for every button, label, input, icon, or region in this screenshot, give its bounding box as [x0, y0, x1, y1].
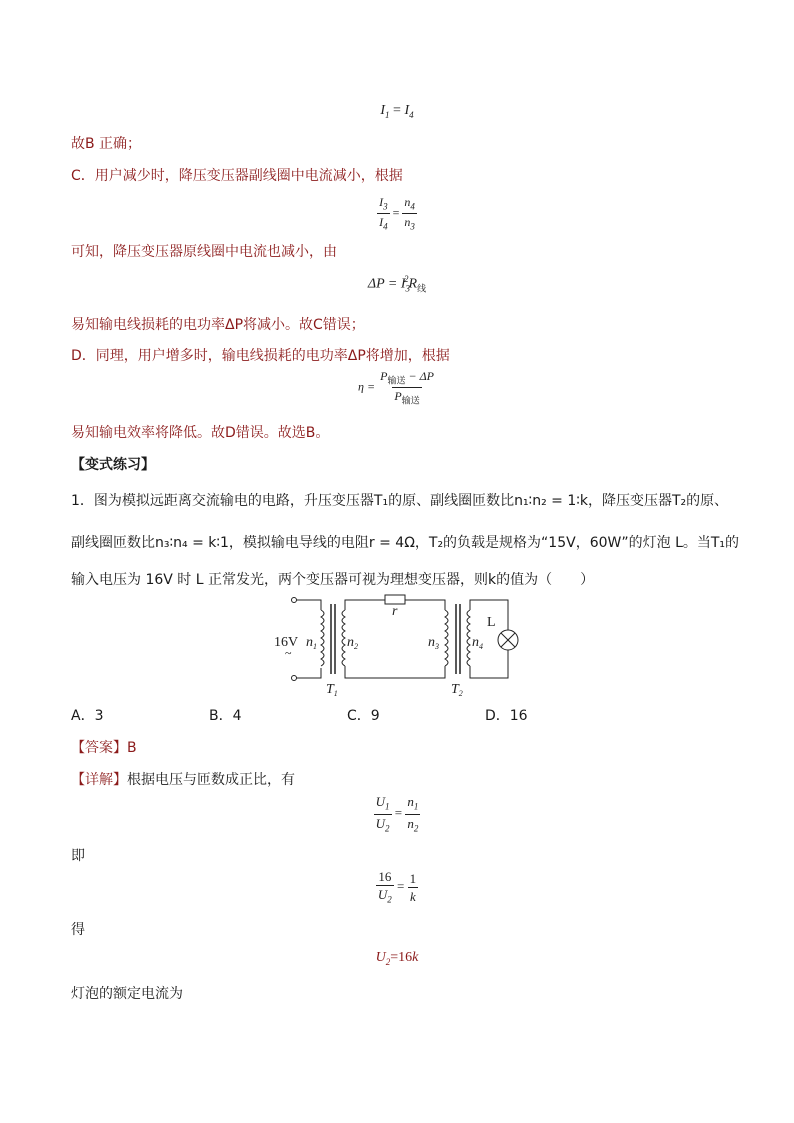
- detail-line: [71, 769, 295, 789]
- resistor-label: r: [392, 604, 398, 619]
- equation-current-ratio: $\frac{I_3}{I_4}$ = $\frac{n_4}{n_3}$: [379, 195, 415, 232]
- line-option-c2: 可知，降压变压器原线圈中电流也减小，由: [71, 244, 337, 260]
- svg-text:n1: $n_1$: [306, 635, 317, 651]
- option-c: C．9: [347, 708, 380, 724]
- equation-efficiency: η = $\frac{P_{输送} - \Delta P}{P_{输送}}$: [358, 369, 434, 406]
- line-option-d: D．同理，用户增多时，输电线损耗的电功率ΔP将增加，根据: [71, 348, 450, 364]
- lamp-label: L: [487, 615, 496, 630]
- question-line-3: 输入电压为 16V 时 L 正常发光，两个变压器可视为理想变压器，则k的值为（ ）: [71, 572, 595, 588]
- t2-secondary-coil: [467, 610, 470, 666]
- answer-line: [71, 737, 137, 757]
- line-b-correct: 故B 正确；: [71, 136, 142, 152]
- svg-text:T2: $T_2$: [451, 682, 463, 698]
- t1-secondary-coil: [342, 610, 345, 666]
- line-de: 得: [71, 922, 85, 938]
- line-option-c: C．用户减少时，降压变压器副线圈中电流减小，根据: [71, 168, 403, 184]
- ac-symbol: ~: [285, 646, 292, 660]
- detail-tag: 【详解】: [71, 772, 127, 788]
- svg-text:T1: $T_1$: [326, 682, 338, 698]
- t2-primary-coil: [445, 610, 448, 666]
- answer-tag: 【答案】: [71, 740, 127, 756]
- question-line-2: 副线圈匝数比n₃∶n₄ = k∶1，模拟输电导线的电阻r = 4Ω，T₂的负载是规格为“15V，60W”的灯泡 L。当T₁的: [71, 535, 740, 551]
- question-line-1: 1．图为模拟远距离交流输电的电路，升压变压器T₁的原、副线圈匝数比n₁∶n₂ = 1∶k，降压变压器T₂的原、: [71, 493, 729, 509]
- detail-text: 根据电压与匝数成正比，有: [127, 772, 295, 788]
- resistor-r: [385, 595, 405, 604]
- circuit-diagram: [265, 590, 525, 700]
- answer-value: B: [127, 740, 137, 756]
- option-a: A．3: [71, 708, 104, 724]
- option-d: D．16: [485, 708, 528, 724]
- equation-voltage-ratio: $\frac{U_1}{U_2}$ = $\frac{n_1}{n_2}$: [375, 794, 419, 834]
- line-bulb-current: 灯泡的额定电流为: [71, 986, 183, 1002]
- equation-16-over-u2: $\frac{16}{U_2}$ = $\frac{1}{k}$: [377, 869, 417, 905]
- input-terminal-bottom: [292, 676, 297, 681]
- input-terminal-top: [292, 598, 297, 603]
- equation-u2-equals-16k: $U_2=16k$: [375, 950, 419, 967]
- line-ji: 即: [71, 848, 85, 864]
- equation-power-loss: $\Delta P = I_3^2R_线$: [367, 274, 427, 294]
- equation-i1-equals-i4: $I_1 = I_4$: [380, 103, 414, 120]
- line-option-d2: 易知输电效率将降低。故D错误。故选B。: [71, 425, 330, 441]
- svg-text:n2: $n_2$: [347, 635, 358, 651]
- option-b: B．4: [209, 708, 242, 724]
- section-title: 【变式练习】: [71, 457, 155, 473]
- input-voltage-label: 16V: [274, 635, 299, 650]
- svg-text:n4: $n_4$: [472, 635, 483, 651]
- t1-primary-coil: [321, 610, 324, 666]
- svg-text:n3: $n_3$: [428, 635, 439, 651]
- line-option-c3: 易知输电线损耗的电功率ΔP将减小。故C错误；: [71, 317, 365, 333]
